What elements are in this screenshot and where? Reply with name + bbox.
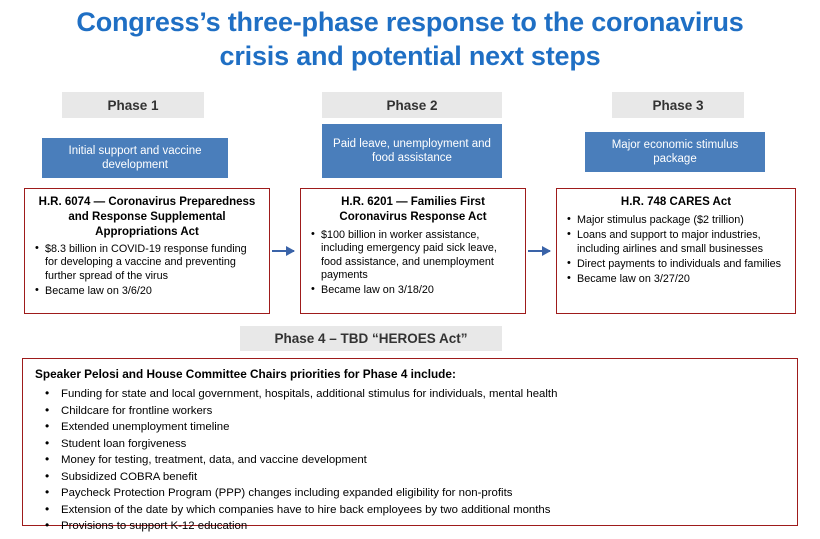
list-item: • Student loan forgiveness <box>35 436 785 453</box>
phase-2-header: Phase 2 <box>322 92 502 118</box>
list-item: • Childcare for frontline workers <box>35 403 785 420</box>
phase-4-header: Phase 4 – TBD “HEROES Act” <box>240 326 502 351</box>
list-item: • Money for testing, treatment, data, and vaccine development <box>35 452 785 469</box>
list-item: • Extension of the date by which companies have to hire back employees by two additional months <box>35 502 785 519</box>
phase-3-bill-title: H.R. 748 CARES Act <box>620 196 732 208</box>
phase-1-bill-title: H.R. 6074 — Coronavirus Preparedness and Response Supplemental Appropriations Act <box>38 196 256 238</box>
list-item: • Became law on 3/27/20 <box>565 273 787 286</box>
phase-1-bullets <box>33 243 261 299</box>
phase-4-priorities-list <box>35 386 785 535</box>
phase-4-intro: Speaker Pelosi and House Committee Chairs priorities for Phase 4 include: <box>35 367 456 381</box>
list-item: • Paycheck Protection Program (PPP) changes including expanded eligibility for non-profits <box>35 485 785 502</box>
arrow-right-icon <box>528 250 550 252</box>
list-item: • Became law on 3/6/20 <box>33 285 261 298</box>
phase-2-detail-box <box>300 188 526 314</box>
phase-1-header: Phase 1 <box>62 92 204 118</box>
phase-2-bill-title: H.R. 6201 — Families First Coronavirus Response Act <box>339 196 487 223</box>
list-item: • Major stimulus package ($2 trillion) <box>565 214 787 227</box>
list-item: • Loans and support to major industries, including airlines and small businesses <box>565 229 787 256</box>
list-item: • Provisions to support K-12 education <box>35 518 785 535</box>
phase-2-bullets <box>309 229 517 298</box>
phase-3-detail-box <box>556 188 796 314</box>
list-item: • Direct payments to individuals and families <box>565 258 787 271</box>
phase-3-bullets <box>565 214 787 287</box>
list-item: • $100 billion in worker assistance, including emergency paid sick leave, food assistance, and unemployment payments <box>309 229 517 283</box>
list-item: • $8.3 billion in COVID-19 response funding for developing a vaccine and preventing further spread of the virus <box>33 243 261 283</box>
phase-1-detail-box <box>24 188 270 314</box>
list-item: • Subsidized COBRA benefit <box>35 469 785 486</box>
phase-4-detail-box <box>22 358 798 533</box>
phase-1-summary: Initial support and vaccine development <box>42 138 228 178</box>
list-item: • Funding for state and local government, hospitals, additional stimulus for individuals, mental health <box>35 386 785 403</box>
phase-3-summary: Major economic stimulus package <box>585 132 765 172</box>
list-item: • Extended unemployment timeline <box>35 419 785 436</box>
arrow-right-icon <box>272 250 294 252</box>
phase-2-summary: Paid leave, unemployment and food assistance <box>322 124 502 178</box>
phase-3-header: Phase 3 <box>612 92 744 118</box>
list-item: • Became law on 3/18/20 <box>309 284 517 297</box>
page-title: Congress’s three-phase response to the coronavirus crisis and potential next steps <box>76 7 744 71</box>
